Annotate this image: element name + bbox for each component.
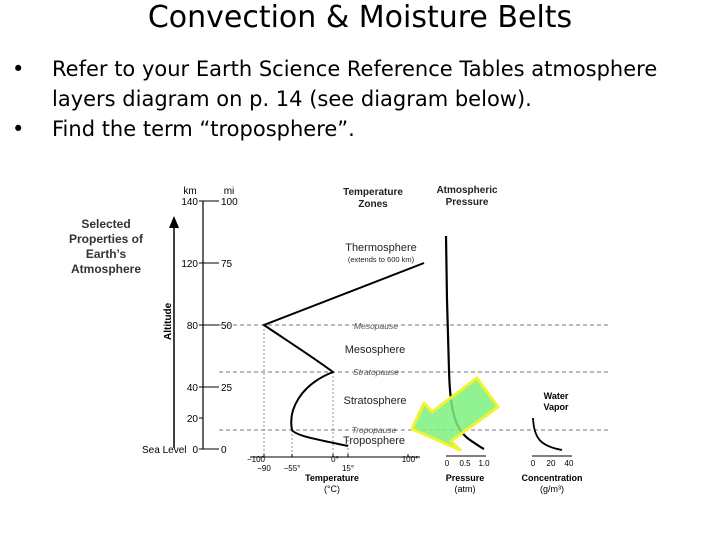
diagram-heading — [69, 217, 144, 276]
svg-text:1.0: 1.0 — [478, 459, 490, 468]
svg-text:Temperature: Temperature — [343, 187, 403, 198]
pressure-tick-labels — [445, 459, 490, 468]
km-tick-label: 0 — [192, 445, 198, 456]
mi-tick-label: 0 — [221, 445, 227, 456]
pressure-heading — [436, 185, 498, 208]
altitude-label: Altitude — [163, 302, 174, 340]
heading-line: Earth’s — [85, 247, 127, 261]
water-vapor-heading — [543, 391, 569, 412]
svg-text:15°: 15° — [341, 464, 355, 473]
km-ticks — [181, 197, 219, 456]
highlight-arrow-icon — [412, 378, 498, 450]
km-tick-label: 20 — [186, 414, 198, 425]
mi-ticks — [203, 197, 238, 456]
zones-heading — [343, 187, 403, 210]
thermosphere-note: (extends to 600 km) — [347, 255, 415, 264]
thermosphere-label: Thermosphere — [345, 242, 417, 254]
concentration-axis-label — [521, 473, 582, 494]
temperature-tick-labels — [247, 455, 418, 473]
stratopause-label: Stratopause — [353, 367, 399, 377]
mi-tick-label: 75 — [221, 259, 233, 270]
svg-text:−55°: −55° — [283, 464, 301, 473]
heading-line: Atmosphere — [70, 262, 142, 276]
heading-line: Properties of — [68, 232, 144, 246]
temperature-axis-label — [305, 473, 359, 494]
km-tick-label: 80 — [186, 321, 198, 332]
altitude-arrow-head-icon — [169, 216, 179, 228]
svg-text:−90: −90 — [257, 464, 271, 473]
slide-title: Convection & Moisture Belts — [147, 0, 573, 35]
svg-text:Atmospheric: Atmospheric — [436, 185, 498, 196]
svg-text:Temperature: Temperature — [305, 473, 359, 483]
svg-text:(atm): (atm) — [454, 484, 476, 494]
mi-label: mi — [223, 186, 235, 197]
svg-text:(°C): (°C) — [323, 484, 341, 494]
heading-line: Selected — [81, 217, 131, 231]
svg-text:0: 0 — [444, 459, 450, 468]
km-tick-label: 40 — [186, 383, 198, 394]
mesosphere-label: Mesosphere — [344, 344, 406, 356]
tropopause-label: Tropopause — [351, 425, 397, 435]
km-label: km — [183, 186, 197, 197]
svg-text:100°: 100° — [401, 455, 419, 464]
svg-text:40: 40 — [564, 459, 574, 468]
svg-text:Water: Water — [543, 391, 569, 401]
troposphere-label: Troposphere — [343, 435, 405, 447]
svg-text:(g/m³): (g/m³) — [540, 484, 564, 494]
concentration-tick-labels — [531, 459, 574, 468]
mesopause-label: Mesopause — [354, 321, 398, 331]
svg-text:0°: 0° — [331, 455, 339, 464]
zone-labels — [343, 242, 417, 447]
svg-text:Pressure: Pressure — [445, 473, 485, 483]
water-vapor-curve — [533, 418, 562, 450]
bullet-text: Refer to your Earth Science Reference Tables atmosphere layers diagram on p. 14 (see diagram below). — [52, 57, 658, 111]
bullet-dot-icon: • — [12, 117, 25, 141]
km-tick-label: 120 — [181, 259, 198, 270]
pressure-axis-label — [446, 473, 485, 494]
km-tick-label: 140 — [181, 197, 198, 208]
bullet-dot-icon: • — [12, 57, 25, 81]
svg-text:0.5: 0.5 — [459, 459, 471, 468]
svg-text:Pressure: Pressure — [445, 197, 489, 208]
svg-text:Concentration: Concentration — [521, 473, 583, 483]
mi-tick-label: 50 — [221, 321, 233, 332]
stratosphere-label: Stratosphere — [343, 395, 407, 407]
boundary-lines — [219, 325, 608, 430]
svg-text:−100: −100 — [246, 455, 266, 464]
svg-text:Vapor: Vapor — [543, 402, 569, 412]
svg-text:20: 20 — [546, 459, 556, 468]
svg-text:0: 0 — [530, 459, 536, 468]
svg-text:Zones: Zones — [358, 199, 388, 210]
sea-level-label: Sea Level — [142, 445, 187, 456]
bullet-text: Find the term “troposphere”. — [52, 117, 355, 141]
mi-tick-label: 25 — [221, 383, 233, 394]
mi-tick-label: 100 — [221, 197, 238, 208]
